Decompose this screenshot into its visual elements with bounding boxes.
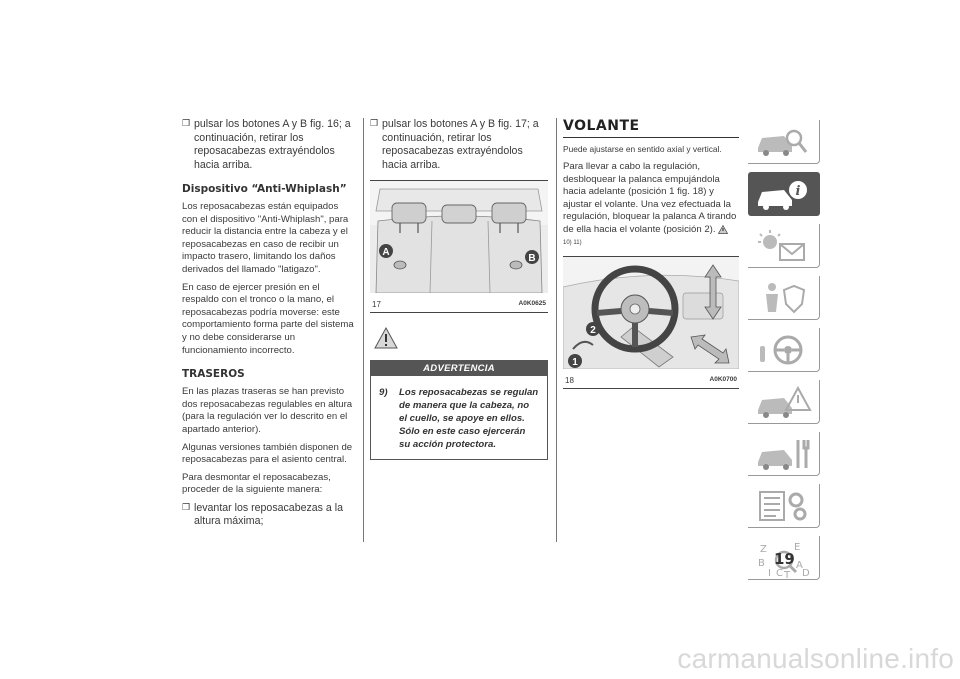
- column-3: [563, 118, 739, 389]
- tab-technical-data[interactable]: [748, 484, 820, 528]
- tab-car-search[interactable]: [748, 120, 820, 164]
- car-info-icon: [754, 176, 812, 212]
- figure-code: A0K0625: [518, 300, 546, 307]
- tab-car-info[interactable]: [748, 172, 820, 216]
- warning-title: ADVERTENCIA: [371, 361, 547, 376]
- svg-text:C: C: [776, 568, 783, 579]
- svg-text:T: T: [784, 570, 791, 580]
- paragraph-adjust-steps: Para llevar a cabo la regulación, desbloquear la palanca empujándola hacia adelante (posición 1 fig. 18) y ajustar el volante. Una vez efectuada la regulación, bloquear la palanca A tirando de ella hacia el volante (posición 2). 10) 11): [563, 161, 737, 246]
- figure-18: [563, 256, 739, 389]
- bullet-remove-rear-headrest: ❒ pulsar los botones A y B fig. 17; a continuación, retirar los reposacabezas extrayéndolos hacia arriba.: [370, 118, 539, 171]
- paragraph-adjust-intro: Puede ajustarse en sentido axial y vertical.: [563, 144, 722, 154]
- figure-17-caption: [370, 298, 548, 312]
- bullet-mark: ❒: [370, 119, 379, 129]
- svg-text:D: D: [802, 568, 810, 579]
- callout-2-label: 2: [590, 324, 596, 336]
- paragraph-anti-whiplash: Los reposacabezas están equipados con el dispositivo "Anti-Whiplash", para reducir la distancia entre la cabeza y el reposacabezas en caso de recibir un impacto trasero, limitando los daños derivados del llamado "latigazo".: [182, 201, 349, 275]
- tab-driving[interactable]: [748, 328, 820, 372]
- svg-text:B: B: [758, 558, 765, 569]
- chapter-tabs: [748, 120, 820, 588]
- list-gear-icon: [754, 488, 812, 524]
- warning-triangle-icon: [374, 327, 548, 354]
- light-envelope-icon: [754, 228, 812, 264]
- figure-17: [370, 180, 548, 313]
- svg-text:I: I: [768, 568, 771, 579]
- watermark: carmanualsonline.info: [677, 643, 954, 674]
- car-search-icon: [754, 124, 812, 160]
- column-divider-1: [363, 118, 364, 542]
- rear-headrests-illustration: [370, 181, 548, 293]
- bullet-remove-front-headrest: ❒ pulsar los botones A y B fig. 16; a continuación, retirar los reposacabezas extrayéndolos hacia arriba.: [182, 118, 351, 171]
- car-tools-icon: [754, 436, 812, 472]
- callout-1-label: 1: [572, 356, 578, 368]
- svg-text:A: A: [796, 560, 803, 571]
- svg-text:E: E: [794, 542, 801, 553]
- column-1: [182, 118, 354, 537]
- column-divider-2: [556, 118, 557, 542]
- tab-maintenance[interactable]: [748, 432, 820, 476]
- tab-lights-messages[interactable]: [748, 224, 820, 268]
- paragraph-central-seat: Algunas versiones también disponen de reposacabezas para el asiento central.: [182, 441, 353, 466]
- figure-number: 17: [372, 300, 381, 309]
- callout-b-label: B: [528, 253, 536, 264]
- section-title-volante: VOLANTE: [563, 118, 739, 138]
- bullet-raise-headrest: ❒ levantar los reposacabezas a la altura máxima;: [182, 501, 343, 528]
- warning-refs: 10) 11): [563, 239, 582, 246]
- figure-number: 18: [565, 375, 574, 385]
- callout-a-label: A: [382, 247, 390, 258]
- heading-traseros: TRASEROS: [182, 368, 245, 381]
- svg-text:i: i: [795, 184, 801, 199]
- tab-emergency[interactable]: [748, 380, 820, 424]
- heading-anti-whiplash: Dispositivo “Anti-Whiplash”: [182, 183, 347, 195]
- steering-wheel-icon: [754, 332, 812, 368]
- warning-number: 9): [379, 387, 388, 398]
- warning-body: [371, 376, 547, 459]
- car-warning-icon: [754, 384, 812, 420]
- warning-small-icon: [718, 225, 728, 234]
- paragraph-removal-intro: Para desmontar el reposacabezas, proceder de la siguiente manera:: [182, 471, 331, 496]
- tab-safety[interactable]: [748, 276, 820, 320]
- bullet-mark: ❒: [182, 502, 191, 513]
- steering-wheel-illustration: [563, 257, 739, 369]
- paragraph-pressure: En caso de ejercer presión en el respaldo con el tronco o la mano, el reposacabezas podría moverse: este comportamiento forma parte del sistema y no debe considerarse un funcionamiento incorrecto.: [182, 281, 354, 356]
- safety-person-icon: [754, 280, 812, 316]
- warning-text: Los reposacabezas se regulan de manera que la cabeza, no el cuello, se apoye en ellos. Sólo en este caso ejercerán su acción protectora.: [399, 387, 539, 450]
- page-number: 19: [774, 550, 795, 568]
- column-2: [370, 118, 548, 460]
- figure-code: A0K0700: [709, 375, 737, 383]
- warning-box: [370, 360, 548, 460]
- paragraph-rear-seats: En las plazas traseras se han previsto dos reposacabezas regulables en altura (para la regulación ver lo descrito en el apartado anterior).: [182, 386, 353, 435]
- svg-text:Z: Z: [760, 544, 767, 555]
- bullet-mark: ❒: [182, 119, 191, 129]
- figure-18-caption: [563, 374, 739, 388]
